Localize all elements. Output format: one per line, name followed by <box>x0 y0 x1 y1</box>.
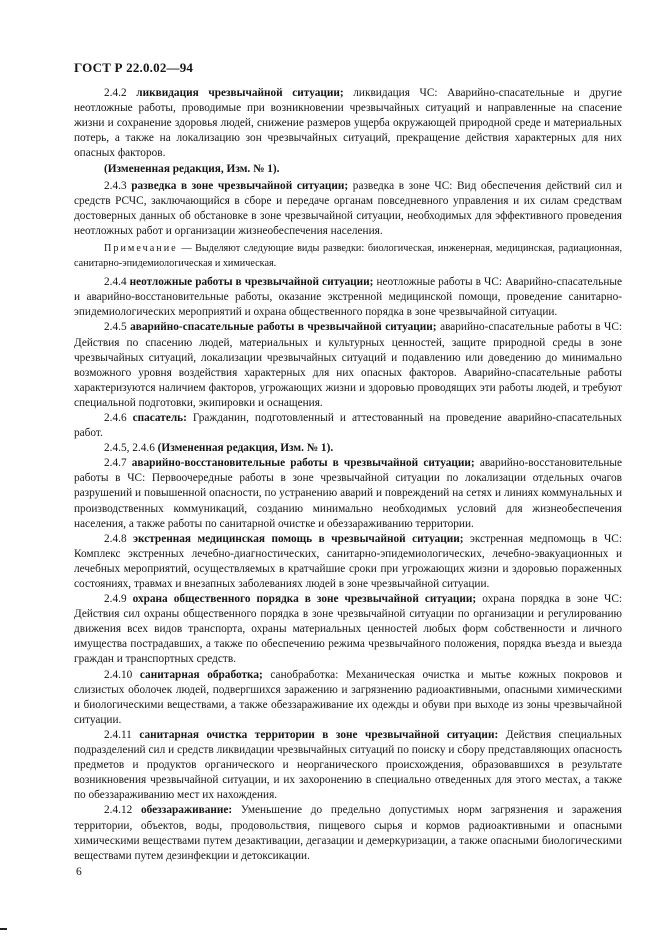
clause-term: ликвидация чрезвычайной ситуации; <box>136 87 344 99</box>
document-body <box>74 86 622 864</box>
clause-2-4-2 <box>74 86 622 161</box>
clause-2-4-10 <box>74 668 622 728</box>
scan-edge-mark <box>0 928 7 930</box>
clause-number: 2.4.5 <box>104 321 127 334</box>
note-text: — Выделяют следующие виды разведки: биологическая, инженерная, медицинская, радиационная, санитарно-эпидемиологическая и химическая. <box>74 242 622 269</box>
amendment-label: (Измененная редакция, Изм. № 1). <box>157 442 334 455</box>
clause-text: аварийно-восстановительные работы в ЧС: Первоочередные работы в зоне чрезвычайной ситуации по локализации отдельных очагов разрушений и повышенной опасности, по устранению аварий и повреждений на сетях и линиях коммунальных и производственных коммуникаций, созданию минимально необходимых условий для жизнеобеспечения населения, а также работы по санитарной очистке и обеззараживанию территории. <box>74 457 623 530</box>
clause-text: аварийно-спасательные работы в ЧС: Действия по спасению людей, материальных и культурных ценностей, защите природной среды в зоне чрезвычайных ситуаций, локализации чрезвычайных ситуаций и подавлению или доведению до минимально возможного уровня воздействия характерных для них опасных факторов. Аварийно-спасательные работы характеризуются наличием факторов, угрожающих жизни и здоровью проводящих эти работы людей, и требуют специальной подготовки, экипировки и оснащения. <box>74 321 623 409</box>
clause-text: ликвидация ЧС: Аварийно-спасательные и другие неотложные работы, проводимые при возникновении чрезвычайных ситуаций и направленные на спасение жизни и сохранение здоровья людей, снижение размеров ущерба окружающей природной среде и материальных потерь, а также на локализацию зон чрезвычайных ситуаций, прекращение действия характерных для них опасных факторов. <box>74 87 622 160</box>
note-label: Примечание <box>104 242 178 254</box>
clause-number: 2.4.11 <box>104 728 132 741</box>
clause-number: 2.4.7 <box>104 457 127 470</box>
amendment-label: (Измененная редакция, Изм. № 1). <box>104 163 280 176</box>
clause-text: Гражданин, подготовленный и аттестованный на проведение аварийно-спасательных работ. <box>74 411 622 440</box>
clause-2-4-3 <box>74 179 622 239</box>
clause-text: разведка в зоне ЧС: Вид обеспечения действий сил и средств РСЧС, заключающийся в сборе и передаче органам повседневного управления и их силам средствам достоверных данных об обстановке в зоне чрезвычайной ситуации, необходимых для эффективного проведения неотложных работ и организации жизнеобеспечения населения. <box>74 179 622 237</box>
clause-number: 2.4.10 <box>104 668 133 681</box>
clause-term: аварийно-восстановительные работы в чрезвычайной ситуации; <box>131 457 475 470</box>
clause-number: 2.4.6 <box>104 411 127 424</box>
clause-term: спасатель: <box>132 411 187 424</box>
clause-term: неотложные работы в чрезвычайной ситуации; <box>129 276 374 289</box>
clause-2-4-8 <box>74 532 622 592</box>
clause-term: санитарная очистка территории в зоне чрезвычайной ситуации: <box>139 728 499 741</box>
clause-term: санитарная обработка; <box>139 668 263 681</box>
page-number: 6 <box>76 866 82 878</box>
clause-2-4-7 <box>74 456 622 531</box>
amendment-note <box>74 162 622 177</box>
clause-number: 2.4.2 <box>104 87 127 99</box>
clause-number: 2.4.3 <box>104 179 127 192</box>
clause-2-4-9 <box>74 592 622 667</box>
clause-term: аварийно-спасательные работы в чрезвычайной ситуации; <box>130 321 437 334</box>
clause-2-4-4 <box>74 275 622 320</box>
clause-2-4-6 <box>74 411 622 441</box>
clause-text: Уменьшение до предельно допустимых норм загрязнения и заражения территории, объектов, воды, продовольствия, пищевого сырья и кормов радиоактивными и опасными химическими веществами путем дезактивации, дегазации и демеркуризации, а также опасными биологическими веществами путем дезинфекции и детоксикации. <box>74 804 622 862</box>
clause-number: 2.4.9 <box>104 593 127 606</box>
clause-number: 2.4.4 <box>104 276 127 289</box>
clause-term: охрана общественного порядка в зоне чрезвычайной ситуации; <box>132 593 477 606</box>
clause-2-4-12 <box>74 803 622 863</box>
amendment-clauses: 2.4.5, 2.4.6 <box>104 442 155 455</box>
clause-number: 2.4.12 <box>104 804 133 817</box>
note-2-4-3 <box>74 242 622 271</box>
clause-text: охрана порядка в зоне ЧС: Действия сил охраны общественного порядка в зоне чрезвычайной ситуации по организации и регулированию движения всех видов транспорта, охраны материальных ценностей любых форм собственности и личного имущества пострадавших, а также по обеспечению режима чрезвычайного положения, порядка въезда и выезда граждан и транспортных средств. <box>74 593 623 666</box>
clause-text: санобработка: Механическая очистка и мытье кожных покровов и слизистых оболочек людей, подвергшихся заражению и загрязнению радиоактивными, опасными химическими и биологическими веществами, а также обеззараживание их одежды и обуви при выходе из зоны чрезвычайной ситуации. <box>74 668 623 726</box>
clause-term: разведка в зоне чрезвычайной ситуации; <box>131 179 349 192</box>
clause-number: 2.4.8 <box>104 532 127 545</box>
amendment-note <box>74 441 622 456</box>
clause-text: экстренная медпомощь в ЧС: Комплекс экстренных лечебно-диагностических, санитарно-эпидемиологических, лечебно-эвакуационных и лечебных мероприятий, осуществляемых в кратчайшие сроки при угрожающих жизни и здоровью пораженных состояниях, травмах и внезапных заболеваниях людей в зоне чрезвычайной ситуации. <box>74 532 622 590</box>
clause-2-4-11 <box>74 728 622 803</box>
clause-term: экстренная медицинская помощь в чрезвычайной ситуации; <box>133 532 464 545</box>
clause-term: обеззараживание: <box>140 804 233 817</box>
document-header: ГОСТ Р 22.0.02—94 <box>74 60 194 75</box>
clause-2-4-5 <box>74 320 622 411</box>
clause-text: Действия специальных подразделений сил и средств ликвидации чрезвычайных ситуаций по поиску и сбору представляющих опасность предметов и продуктов органического и неорганического происхождения, образовавшихся в результате возникновения чрезвычайной ситуации, и их захоронению в специально отведенных для этого местах, а также по обеззараживанию мест их нахождения. <box>74 728 622 802</box>
clause-text: неотложные работы в ЧС: Аварийно-спасательные и аварийно-восстановительные работы, оказание экстренной медицинской помощи, проведение санитарно-эпидемиологических мероприятий и охрана общественного порядка в зоне чрезвычайной ситуации. <box>74 276 622 319</box>
